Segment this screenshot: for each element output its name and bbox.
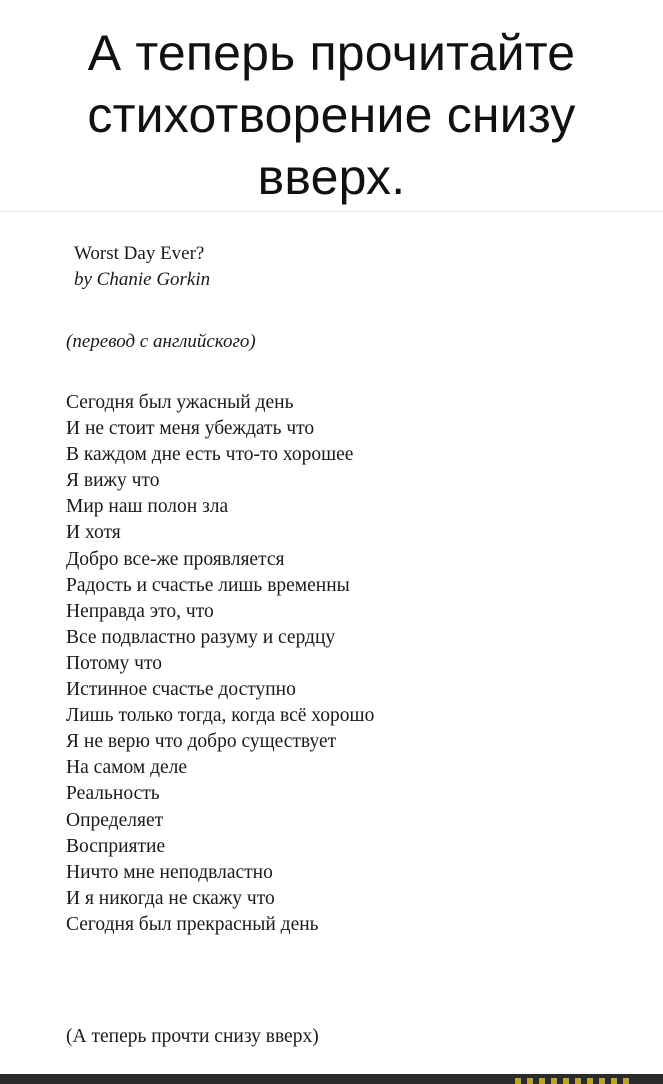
poem-line: Неправда это, что [66,600,214,622]
poem-line: Все подвластно разуму и сердцу [66,626,336,648]
poem-line: В каждом дне есть что-то хорошее [66,444,354,466]
poem-line: На самом деле [66,757,188,779]
poem-line: И хотя [66,522,121,544]
poem-line: И я никогда не скажу что [66,887,275,909]
caption-heading [0,22,663,208]
watermark-logo [515,1078,635,1084]
poem-line: Восприятие [66,835,166,857]
translation-note: (перевод с английского) [66,331,256,352]
poem-line: Добро все-же проявляется [66,548,285,570]
poem-line: Сегодня был прекрасный день [66,913,319,935]
poem-line: Лишь только тогда, когда всё хорошо [66,705,375,727]
poem-line: Истинное счастье доступно [66,679,296,701]
poem-image [0,212,663,1070]
caption-line-2: стихотворение снизу [87,87,576,143]
poem-author: by Chanie Gorkin [74,269,211,290]
read-bottom-up-note: (А теперь прочти снизу вверх) [66,1026,319,1047]
poem-line: И не стоит меня убеждать что [66,418,315,440]
poem-line: Мир наш полон зла [66,496,229,518]
caption-line-3: вверх. [257,149,406,205]
poem-line: Я не верю что добро существует [66,731,337,753]
poem-line: Реальность [66,783,160,805]
poem-line: Потому что [66,652,163,674]
poem-line: Сегодня был ужасный день [66,392,294,413]
poem-line: Определяет [66,809,164,831]
caption-line-1: А теперь прочитайте [87,25,576,81]
poem-line: Ничто мне неподвластно [66,861,273,883]
poem-title: Worst Day Ever? [74,243,205,264]
poem-lines [66,390,374,938]
poem-line: Радость и счастье лишь временны [66,574,350,596]
poem-line: Я вижу что [66,470,160,492]
